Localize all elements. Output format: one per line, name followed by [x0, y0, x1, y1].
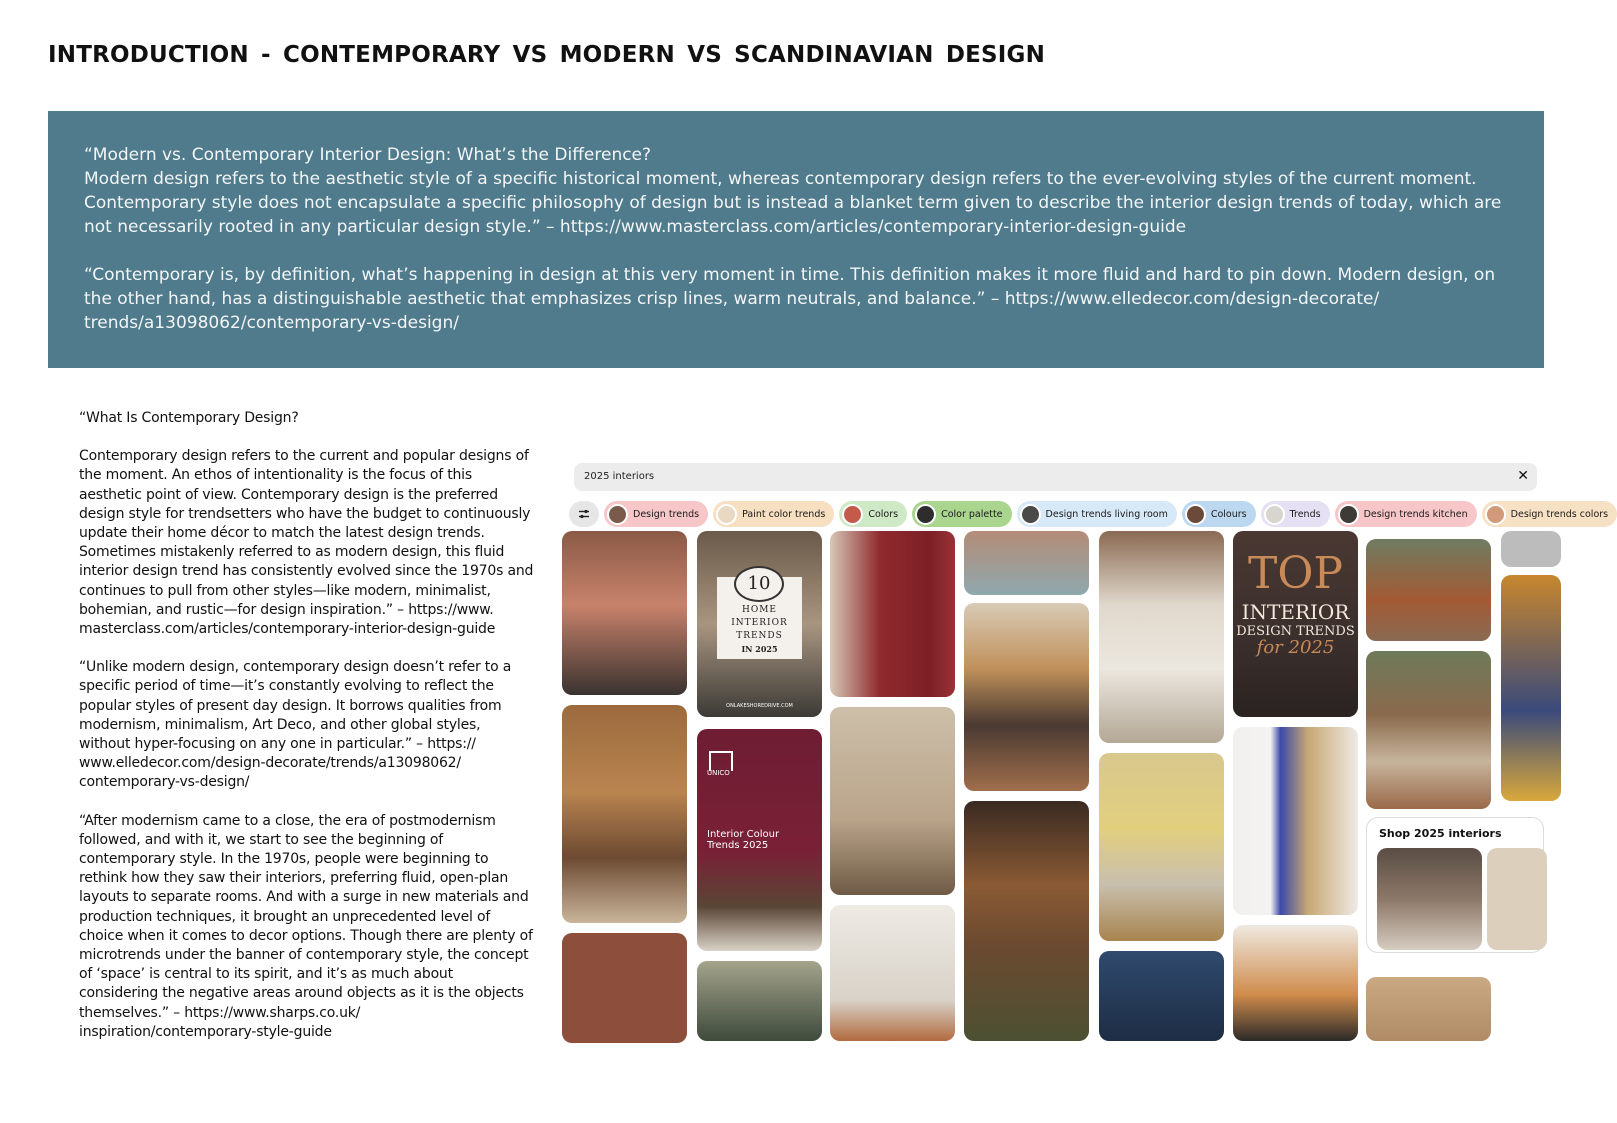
chip-paint-color-trends[interactable] — [713, 501, 834, 527]
pin-orange-sofa[interactable] — [1366, 539, 1491, 641]
page-title: INTRODUCTION - CONTEMPORARY VS MODERN VS SCANDINAVIAN DESIGN — [48, 42, 1046, 68]
pin-top-interior-design-trends[interactable] — [1233, 531, 1358, 717]
pin-blue-doorway[interactable] — [1233, 727, 1358, 915]
pin-partial-1[interactable] — [1501, 531, 1561, 567]
chip-label: Design trends colors — [1510, 508, 1609, 520]
pinterest-board-screenshot — [569, 459, 1609, 1031]
pin-neutral-lounge[interactable] — [830, 707, 955, 895]
chip-thumbnail — [716, 504, 737, 525]
chip-label: Design trends kitchen — [1363, 508, 1468, 520]
chip-thumbnail — [1185, 504, 1206, 525]
pin-round-table[interactable] — [964, 531, 1089, 595]
filter-chips — [569, 501, 1609, 527]
text-paragraph-3: “After modernism came to a close, the era of postmodernism followed, and with it, we start to see the beginning of contemporary style. In the 1970s, people were beginning to rethink how they saw their interiors, preferring fluid, open-plan layouts to separate rooms. And with a surge in new materials and production techniques, it brought an unprecedented level of choice when it comes to decor options. Though there are plenty of microtrends under the banner of contemporary style, the concept of ‘space’ is central to its spirit, and it’s as much about considering the negative areas around objects as it is the objects themselves.” – https://www.sharps.co.uk/ inspiration/contemporary-style-guide — [79, 812, 533, 1040]
pin-blue-ceiling[interactable] — [1099, 951, 1224, 1041]
chip-trends[interactable] — [1261, 501, 1330, 527]
pin-wood-living-room[interactable] — [562, 705, 687, 923]
chip-thumbnail — [1485, 504, 1506, 525]
pin-title-line-3: TRENDS — [736, 631, 783, 641]
pin-eames-living-room[interactable] — [964, 603, 1089, 791]
contemporary-design-text — [79, 409, 534, 1042]
chip-label: Design trends living room — [1045, 508, 1168, 520]
chip-thumbnail — [842, 504, 863, 525]
pin-title-line-4: for 2025 — [1256, 637, 1335, 658]
pin-title: Interior Colour Trends 2025 — [707, 829, 780, 851]
pin-number: 10 — [734, 566, 784, 602]
pin-white-sofa-room[interactable] — [830, 905, 955, 1041]
chip-label: Trends — [1289, 508, 1321, 520]
chip-label: Colours — [1210, 508, 1247, 520]
quote-paragraph-masterclass: “Modern vs. Contemporary Interior Design: What’s the Difference? Modern design refers to the aesthetic style of a specific historical moment, whereas contemporary design refers to the ever-evolving styles of the current moment. Contemporary style does not encapsulate a specific philosophy of design but is instead a blanket term given to describe the interior design trends of today, which are not necessarily rooted in any particular design style.” – https://www.masterclass.com/articles/contemporary-interior-design-guide — [84, 145, 1502, 237]
pin-title-line-2: INTERIOR — [1241, 600, 1350, 624]
pin-title-line-3: DESIGN TRENDS — [1236, 624, 1355, 639]
chip-label: Paint color trends — [742, 508, 826, 520]
chip-color-palette[interactable] — [912, 501, 1011, 527]
pin-dark-moody-lounge[interactable] — [964, 801, 1089, 1041]
pin-terracotta-wall[interactable] — [562, 933, 687, 1043]
pin-dining-room-terracotta[interactable] — [562, 531, 687, 695]
pin-title-line-4: IN 2025 — [741, 644, 778, 654]
pin-bright-living-room[interactable] — [1099, 531, 1224, 743]
shop-item-bedroom[interactable] — [1377, 848, 1482, 950]
quote-box — [48, 111, 1544, 368]
pin-beige-room[interactable] — [1366, 977, 1491, 1041]
unico-logo-icon — [709, 751, 733, 771]
quote-paragraph-elledecor: “Contemporary is, by definition, what’s happening in design at this very moment in time. This definition makes it more fluid and hard to pin down. Modern design, on the other hand, has a distinguishable aesthetic that emphasizes crisp lines, warm neutrals, and balance.” – https://www.elledecor.com/design-decorate/ trends/a13098062/contemporary-vs-design/ — [84, 265, 1496, 333]
pin-tree-lounge[interactable] — [1366, 651, 1491, 809]
close-icon[interactable]: ✕ — [1517, 468, 1529, 484]
chip-colors[interactable] — [839, 501, 907, 527]
pin-title-top: TOP — [1247, 548, 1344, 599]
chip-label: Colors — [868, 508, 899, 520]
chip-thumbnail — [1338, 504, 1359, 525]
pin-chandelier-room[interactable] — [697, 961, 822, 1041]
pin-title-line-1: HOME — [741, 605, 777, 615]
pin-partial-2[interactable] — [1501, 575, 1561, 801]
text-heading: “What Is Contemporary Design? — [79, 410, 299, 426]
shop-card[interactable] — [1366, 817, 1544, 953]
text-paragraph-2: “Unlike modern design, contemporary design doesn’t refer to a specific period of time—it’s constantly evolving to reflect the popular styles of present day design. It borrows qualities from modernism, minimalism, Art Deco, and other global styles, without hyper-focusing on any one in particular.” – https:// www.elledecor.com/design-decorate/trends/a13098062/ contemporary-vs-design/ — [79, 659, 512, 791]
filter-sliders-icon[interactable] — [569, 501, 599, 527]
chip-design-trends-kitchen[interactable] — [1335, 501, 1477, 527]
shop-item-wall-art[interactable] — [1487, 848, 1547, 950]
chip-thumbnail — [607, 504, 628, 525]
pin-footer-url: ONLAKESHOREDRIVE.COM — [726, 703, 793, 709]
pin-brand: UNICO — [707, 769, 730, 777]
text-paragraph-1: Contemporary design refers to the current and popular designs of the moment. An ethos of intentionality is the focus of this aesthetic point of view. Contemporary design is the preferred design style for trendsetters who have the budget to continuously update their home décor to match the latest design trends. Sometimes mistakenly referred to as modern design, this fluid interior design trend has consistently evolved since the 1970s and continues to pull from other styles—like modern, minimalist, bohemian, and rustic—for design inspiration.” – https://www. masterclass.com/articles/contemporary-interior-design-guide — [79, 448, 534, 638]
chip-label: Color palette — [941, 508, 1003, 520]
chip-design-trends-living-room[interactable] — [1017, 501, 1177, 527]
chip-design-trends[interactable] — [604, 501, 708, 527]
chip-thumbnail — [1020, 504, 1041, 525]
pin-title-line-2: INTERIOR — [731, 618, 788, 628]
chip-colours[interactable] — [1182, 501, 1256, 527]
pin-burgundy-dining[interactable] — [830, 531, 955, 697]
pin-home-interior-trends[interactable] — [697, 531, 822, 717]
chip-thumbnail — [915, 504, 936, 525]
chip-design-trends-colors[interactable] — [1482, 501, 1617, 527]
pin-unico-colour-trends[interactable] — [697, 729, 822, 951]
chip-thumbnail — [1264, 504, 1285, 525]
pin-pendant-room[interactable] — [1233, 925, 1358, 1041]
pin-kitchen-yellow[interactable] — [1099, 753, 1224, 941]
shop-title: Shop 2025 interiors — [1379, 827, 1502, 840]
search-value: 2025 interiors — [584, 471, 655, 482]
search-input[interactable] — [574, 463, 1537, 491]
chip-label: Design trends — [633, 508, 700, 520]
